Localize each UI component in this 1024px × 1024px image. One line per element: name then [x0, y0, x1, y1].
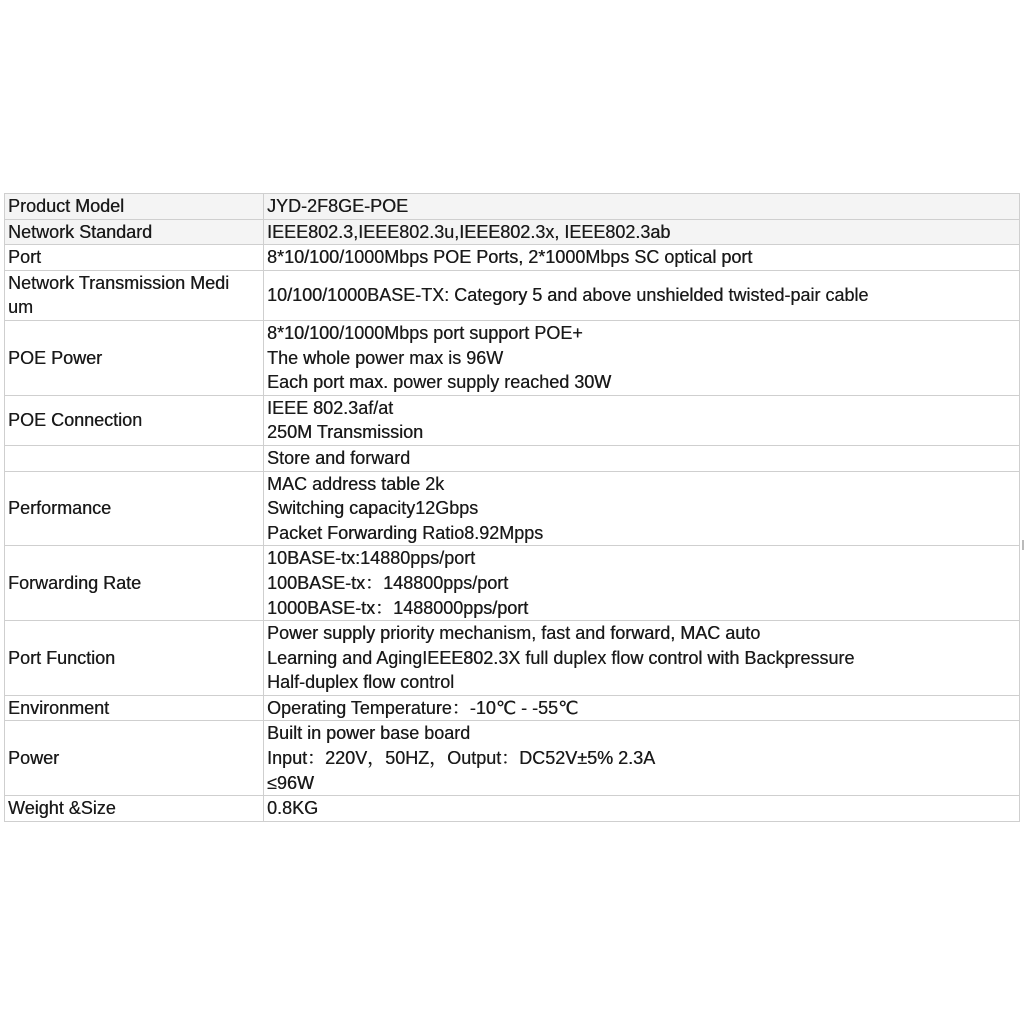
table-row — [5, 245, 1020, 271]
row-value-poe-power — [264, 320, 1020, 395]
spec-table — [4, 193, 1020, 822]
value-line: Power supply priority mechanism, fast and forward, MAC auto — [267, 623, 761, 644]
value-line: 8*10/100/1000Mbps port support POE+ — [267, 322, 583, 343]
value-line: JYD-2F8GE-POE — [267, 196, 409, 216]
row-value-power — [264, 721, 1020, 796]
row-label-product-model: Product Model — [5, 194, 264, 220]
row-value-store-forward — [264, 445, 1020, 471]
value-line: Operating Temperature：-10℃ - -55℃ — [267, 697, 579, 718]
table-row — [5, 721, 1020, 796]
value-line: Built in power base board — [267, 723, 471, 744]
row-label-performance: Performance — [5, 471, 264, 546]
value-line: 1000BASE-tx：1488000pps/port — [267, 597, 529, 618]
table-row — [5, 194, 1020, 220]
value-line: Half-duplex flow control — [267, 672, 455, 693]
value-line: Input：220V，50HZ，Output：DC52V±5% 2.3A — [267, 748, 656, 769]
table-row — [5, 471, 1020, 546]
row-label-blank — [5, 445, 264, 471]
value-line: 250M Transmission — [267, 422, 424, 443]
table-row — [5, 621, 1020, 696]
table-row — [5, 546, 1020, 621]
row-label-poe-connection: POE Connection — [5, 395, 264, 445]
value-line: MAC address table 2k — [267, 473, 445, 494]
row-label-port: Port — [5, 245, 264, 271]
value-line: 0.8KG — [267, 798, 319, 819]
value-line: Store and forward — [267, 447, 411, 468]
table-row — [5, 445, 1020, 471]
row-value-product-model — [264, 194, 1020, 220]
value-line: Switching capacity12Gbps — [267, 498, 479, 519]
table-row — [5, 270, 1020, 320]
value-line: ≤96W — [267, 772, 314, 793]
row-value-network-transmission-medium — [264, 270, 1020, 320]
value-line: Each port max. power supply reached 30W — [267, 372, 612, 393]
value-line: IEEE 802.3af/at — [267, 397, 394, 418]
row-label-weight-size: Weight &Size — [5, 796, 264, 822]
value-line: Learning and AgingIEEE802.3X full duplex flow control with Backpressure — [267, 647, 855, 668]
label-line: um — [8, 297, 34, 318]
value-line: The whole power max is 96W — [267, 347, 504, 368]
table-row — [5, 695, 1020, 721]
row-label-port-function: Port Function — [5, 621, 264, 696]
table-row — [5, 395, 1020, 445]
label-line: Network Transmission Medi — [8, 272, 230, 293]
row-value-performance — [264, 471, 1020, 546]
value-line: 10BASE-tx:14880pps/port — [267, 548, 476, 569]
value-line: 100BASE-tx：148800pps/port — [267, 572, 509, 593]
value-line: 8*10/100/1000Mbps POE Ports, 2*1000Mbps SC optical port — [267, 247, 753, 268]
row-value-weight-size — [264, 796, 1020, 822]
row-value-forwarding-rate — [264, 546, 1020, 621]
row-label-forwarding-rate: Forwarding Rate — [5, 546, 264, 621]
row-value-poe-connection — [264, 395, 1020, 445]
row-label-network-transmission-medium — [5, 270, 264, 320]
row-label-network-standard: Network Standard — [5, 219, 264, 245]
row-value-network-standard — [264, 219, 1020, 245]
value-line: 10/100/1000BASE-TX: Category 5 and above unshielded twisted-pair cable — [267, 285, 869, 306]
row-value-port — [264, 245, 1020, 271]
table-row — [5, 320, 1020, 395]
row-value-environment — [264, 695, 1020, 721]
value-line: IEEE802.3,IEEE802.3u,IEEE802.3x, IEEE802.3ab — [267, 221, 671, 242]
table-row — [5, 219, 1020, 245]
row-label-power: Power — [5, 721, 264, 796]
row-value-port-function — [264, 621, 1020, 696]
row-label-environment: Environment — [5, 695, 264, 721]
value-line: Packet Forwarding Ratio8.92Mpps — [267, 522, 544, 543]
table-row — [5, 796, 1020, 822]
row-label-poe-power: POE Power — [5, 320, 264, 395]
